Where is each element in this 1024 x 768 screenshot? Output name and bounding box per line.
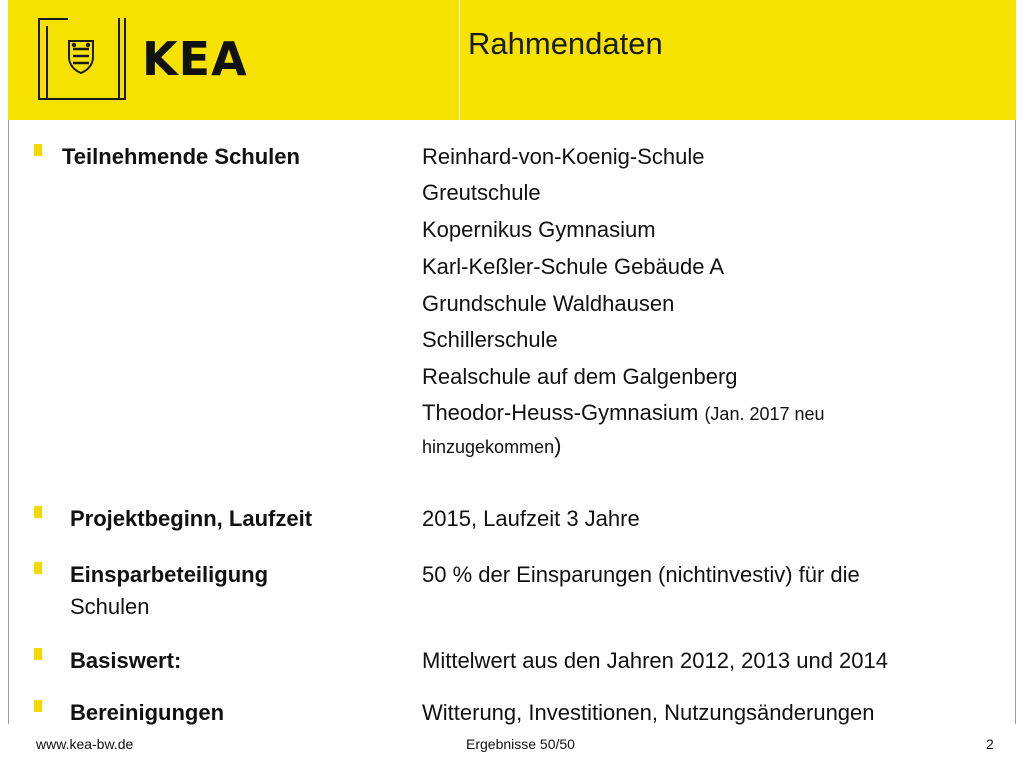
item-value: 2015, Laufzeit 3 Jahre bbox=[422, 506, 640, 531]
school-note-text: hinzugekommen bbox=[422, 437, 555, 457]
school-note-close: ) bbox=[554, 433, 562, 458]
logo-frame bbox=[38, 18, 126, 100]
school-note-continuation bbox=[422, 433, 561, 459]
schools-label: Teilnehmende Schulen bbox=[62, 144, 300, 169]
bullet-icon bbox=[34, 144, 42, 156]
school-item: Kopernikus Gymnasium bbox=[422, 217, 656, 242]
item-label: Projektbeginn, Laufzeit bbox=[70, 506, 313, 531]
bullet-icon bbox=[34, 562, 42, 574]
school-name: Theodor-Heuss-Gymnasium bbox=[422, 400, 699, 425]
item-label: Basiswert: bbox=[70, 648, 182, 673]
item-value: 50 % der Einsparungen (nichtinvestiv) für die bbox=[422, 562, 860, 587]
logo-text: KEA bbox=[142, 32, 248, 86]
logo-area bbox=[8, 0, 460, 120]
page-title: Rahmendaten bbox=[468, 26, 663, 61]
bullet-icon bbox=[34, 506, 42, 518]
item-label: Einsparbeteiligung bbox=[70, 562, 269, 587]
school-item: Realschule auf dem Galgenberg bbox=[422, 364, 738, 389]
footer-center-text: Ergebnisse 50/50 bbox=[466, 736, 575, 752]
item-value-continuation: Schulen bbox=[70, 594, 150, 619]
footer bbox=[0, 724, 1024, 768]
school-item: Schillerschule bbox=[422, 327, 558, 352]
item-value: Mittelwert aus den Jahren 2012, 2013 und 2014 bbox=[422, 648, 888, 673]
school-item: Grundschule Waldhausen bbox=[422, 291, 675, 316]
school-item-last bbox=[422, 400, 825, 426]
page-number: 2 bbox=[986, 736, 994, 752]
school-item: Greutschule bbox=[422, 180, 541, 205]
item-value: Witterung, Investitionen, Nutzungsänderungen bbox=[422, 700, 875, 725]
school-item: Karl-Keßler-Schule Gebäude A bbox=[422, 254, 725, 279]
school-note: (Jan. 2017 neu bbox=[704, 404, 825, 424]
bullet-icon bbox=[34, 700, 42, 712]
bullet-icon bbox=[34, 648, 42, 660]
footer-website-link[interactable]: www.kea-bw.de bbox=[36, 736, 134, 752]
coat-of-arms-icon bbox=[68, 40, 94, 74]
school-item: Reinhard-von-Koenig-Schule bbox=[422, 144, 705, 169]
item-label: Bereinigungen bbox=[70, 700, 225, 725]
